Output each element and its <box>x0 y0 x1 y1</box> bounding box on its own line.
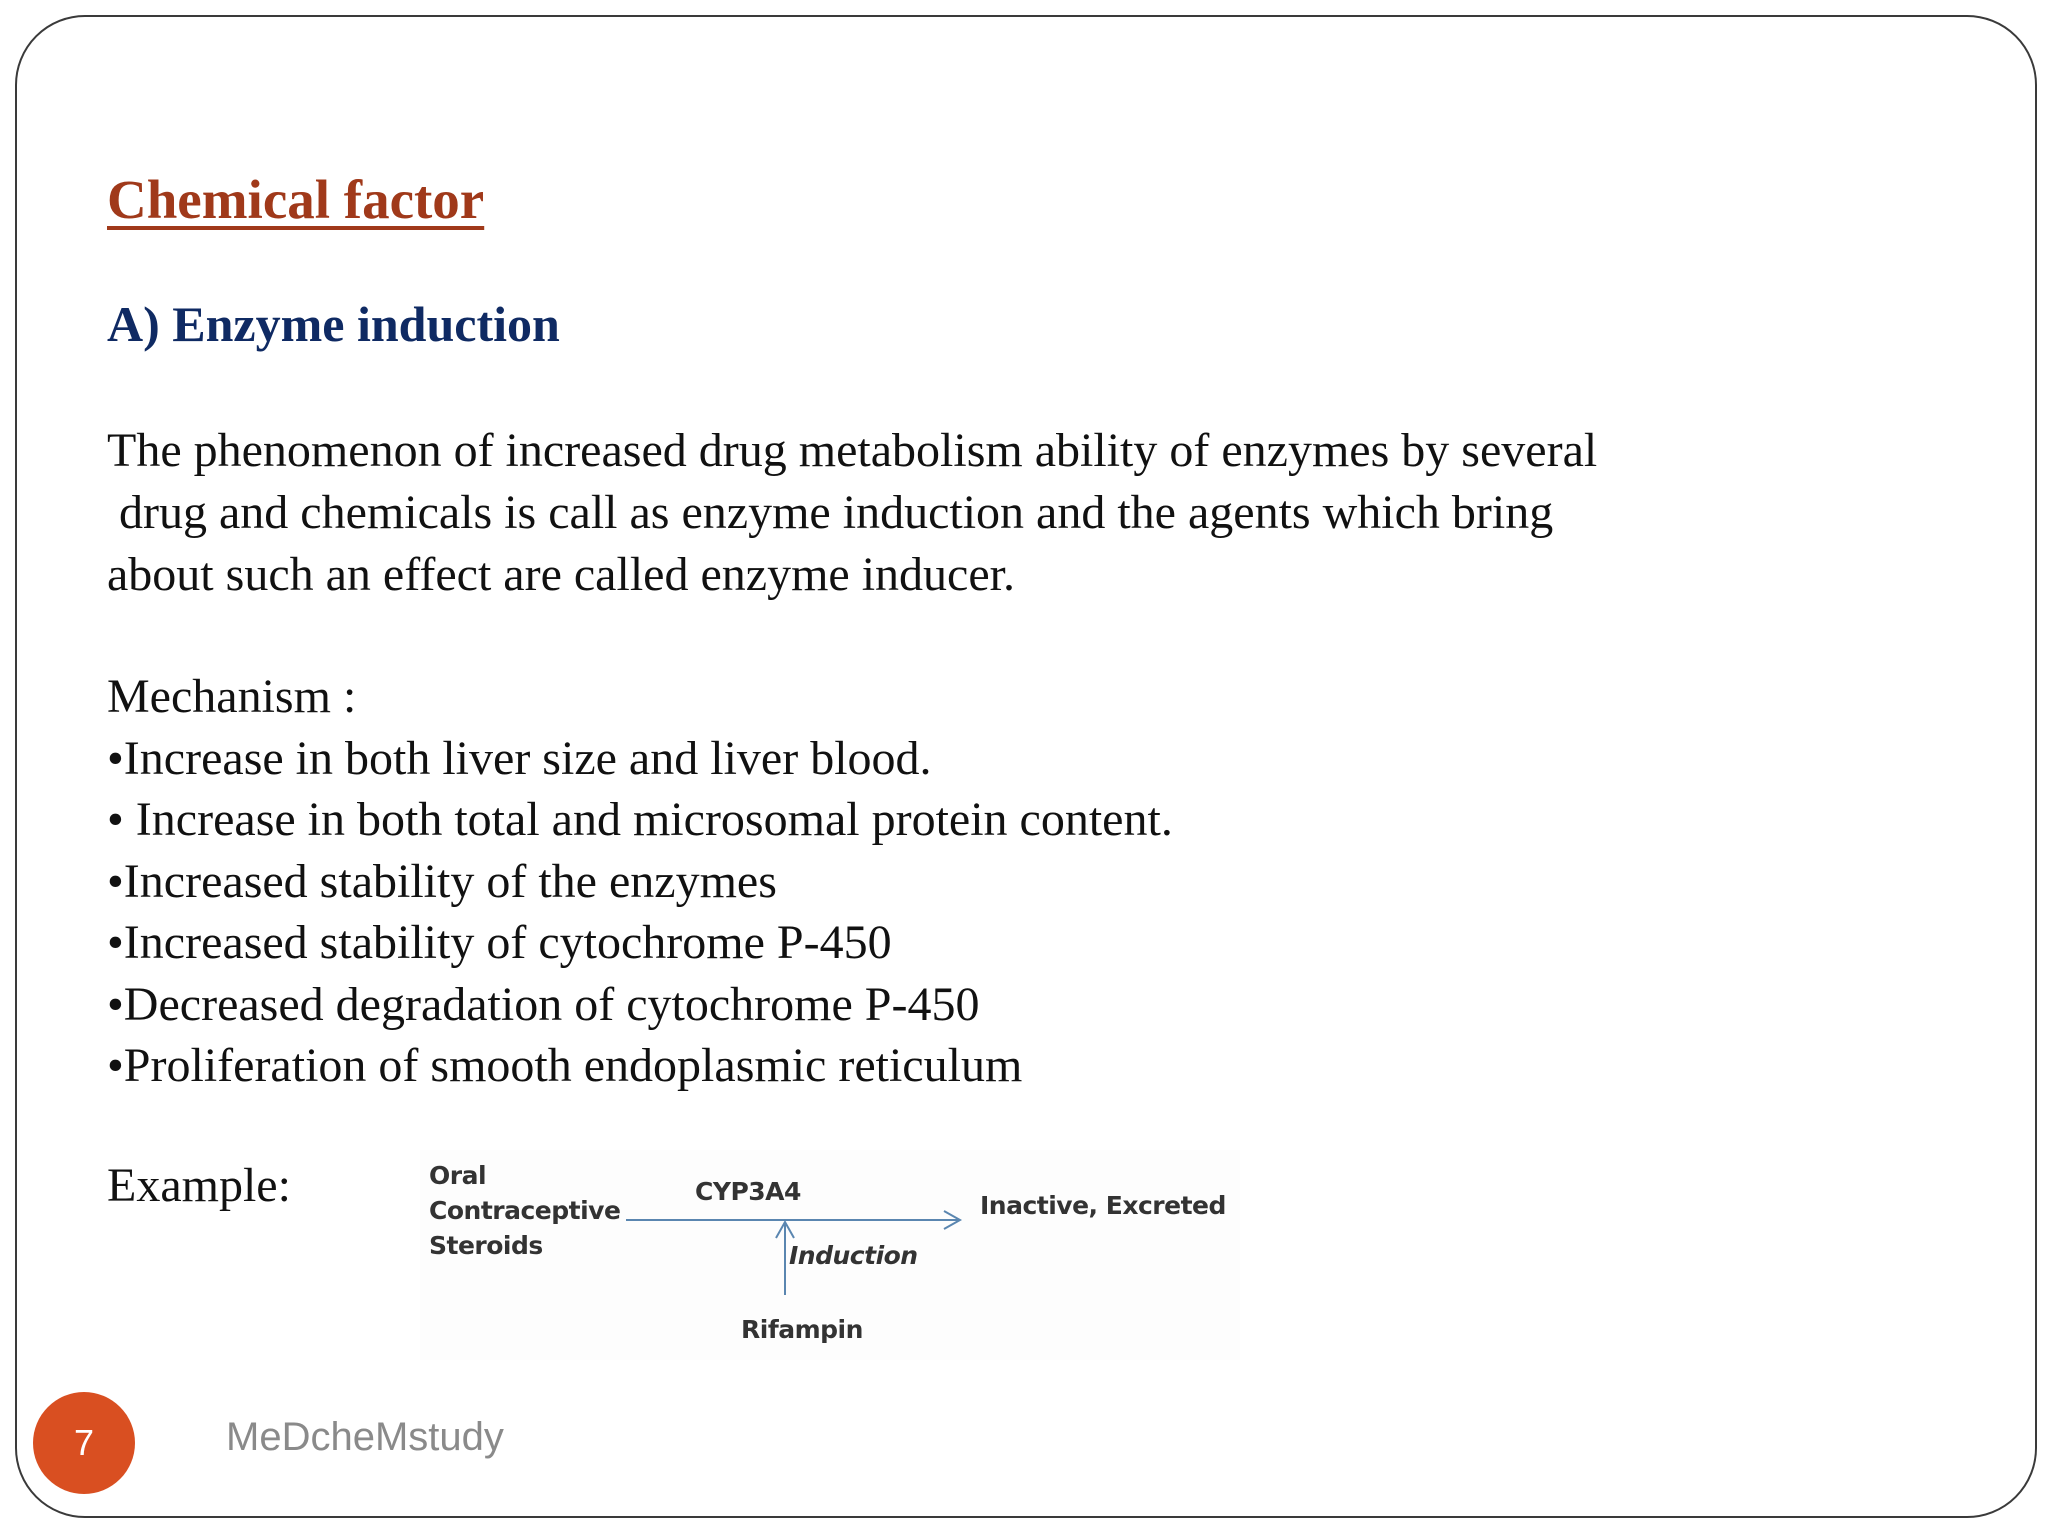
induction-diagram <box>420 1150 1240 1360</box>
mechanism-item: •Increased stability of cytochrome P-450 <box>107 916 892 969</box>
definition-paragraph <box>107 420 1827 606</box>
induction-label: Induction <box>789 1241 918 1270</box>
substrate-line: Steroids <box>429 1231 543 1260</box>
substrate-label <box>429 1158 620 1263</box>
footer-brand: MeDcheMstudy <box>226 1415 504 1459</box>
mechanism-item: •Increased stability of the enzymes <box>107 854 777 908</box>
substrate-line: Contraceptive <box>429 1196 621 1225</box>
mechanism-list <box>107 666 1173 1097</box>
paragraph-line: drug and chemicals is call as enzyme induction and the agents which bring <box>107 486 1554 539</box>
mechanism-item: •Increase in both liver size and liver blood. <box>107 731 932 785</box>
paragraph-line: The phenomenon of increased drug metabolism ability of enzymes by several <box>107 424 1598 477</box>
slide-heading: Chemical factor <box>107 169 485 230</box>
page-number-badge: 7 <box>33 1392 135 1494</box>
mechanism-item: •Proliferation of smooth endoplasmic reticulum <box>107 1039 1023 1092</box>
mechanism-item: • Increase in both total and microsomal protein content. <box>107 793 1173 846</box>
substrate-line: Oral <box>429 1161 487 1190</box>
enzyme-label: CYP3A4 <box>695 1177 801 1206</box>
mechanism-title: Mechanism : <box>107 670 357 723</box>
inducer-label: Rifampin <box>741 1315 863 1344</box>
paragraph-line: about such an effect are called enzyme inducer. <box>107 548 1015 601</box>
product-label: Inactive, Excreted <box>980 1191 1226 1220</box>
example-label: Example: <box>107 1159 291 1212</box>
mechanism-item: •Decreased degradation of cytochrome P-450 <box>107 977 980 1031</box>
section-subheading: A) Enzyme induction <box>107 296 560 352</box>
